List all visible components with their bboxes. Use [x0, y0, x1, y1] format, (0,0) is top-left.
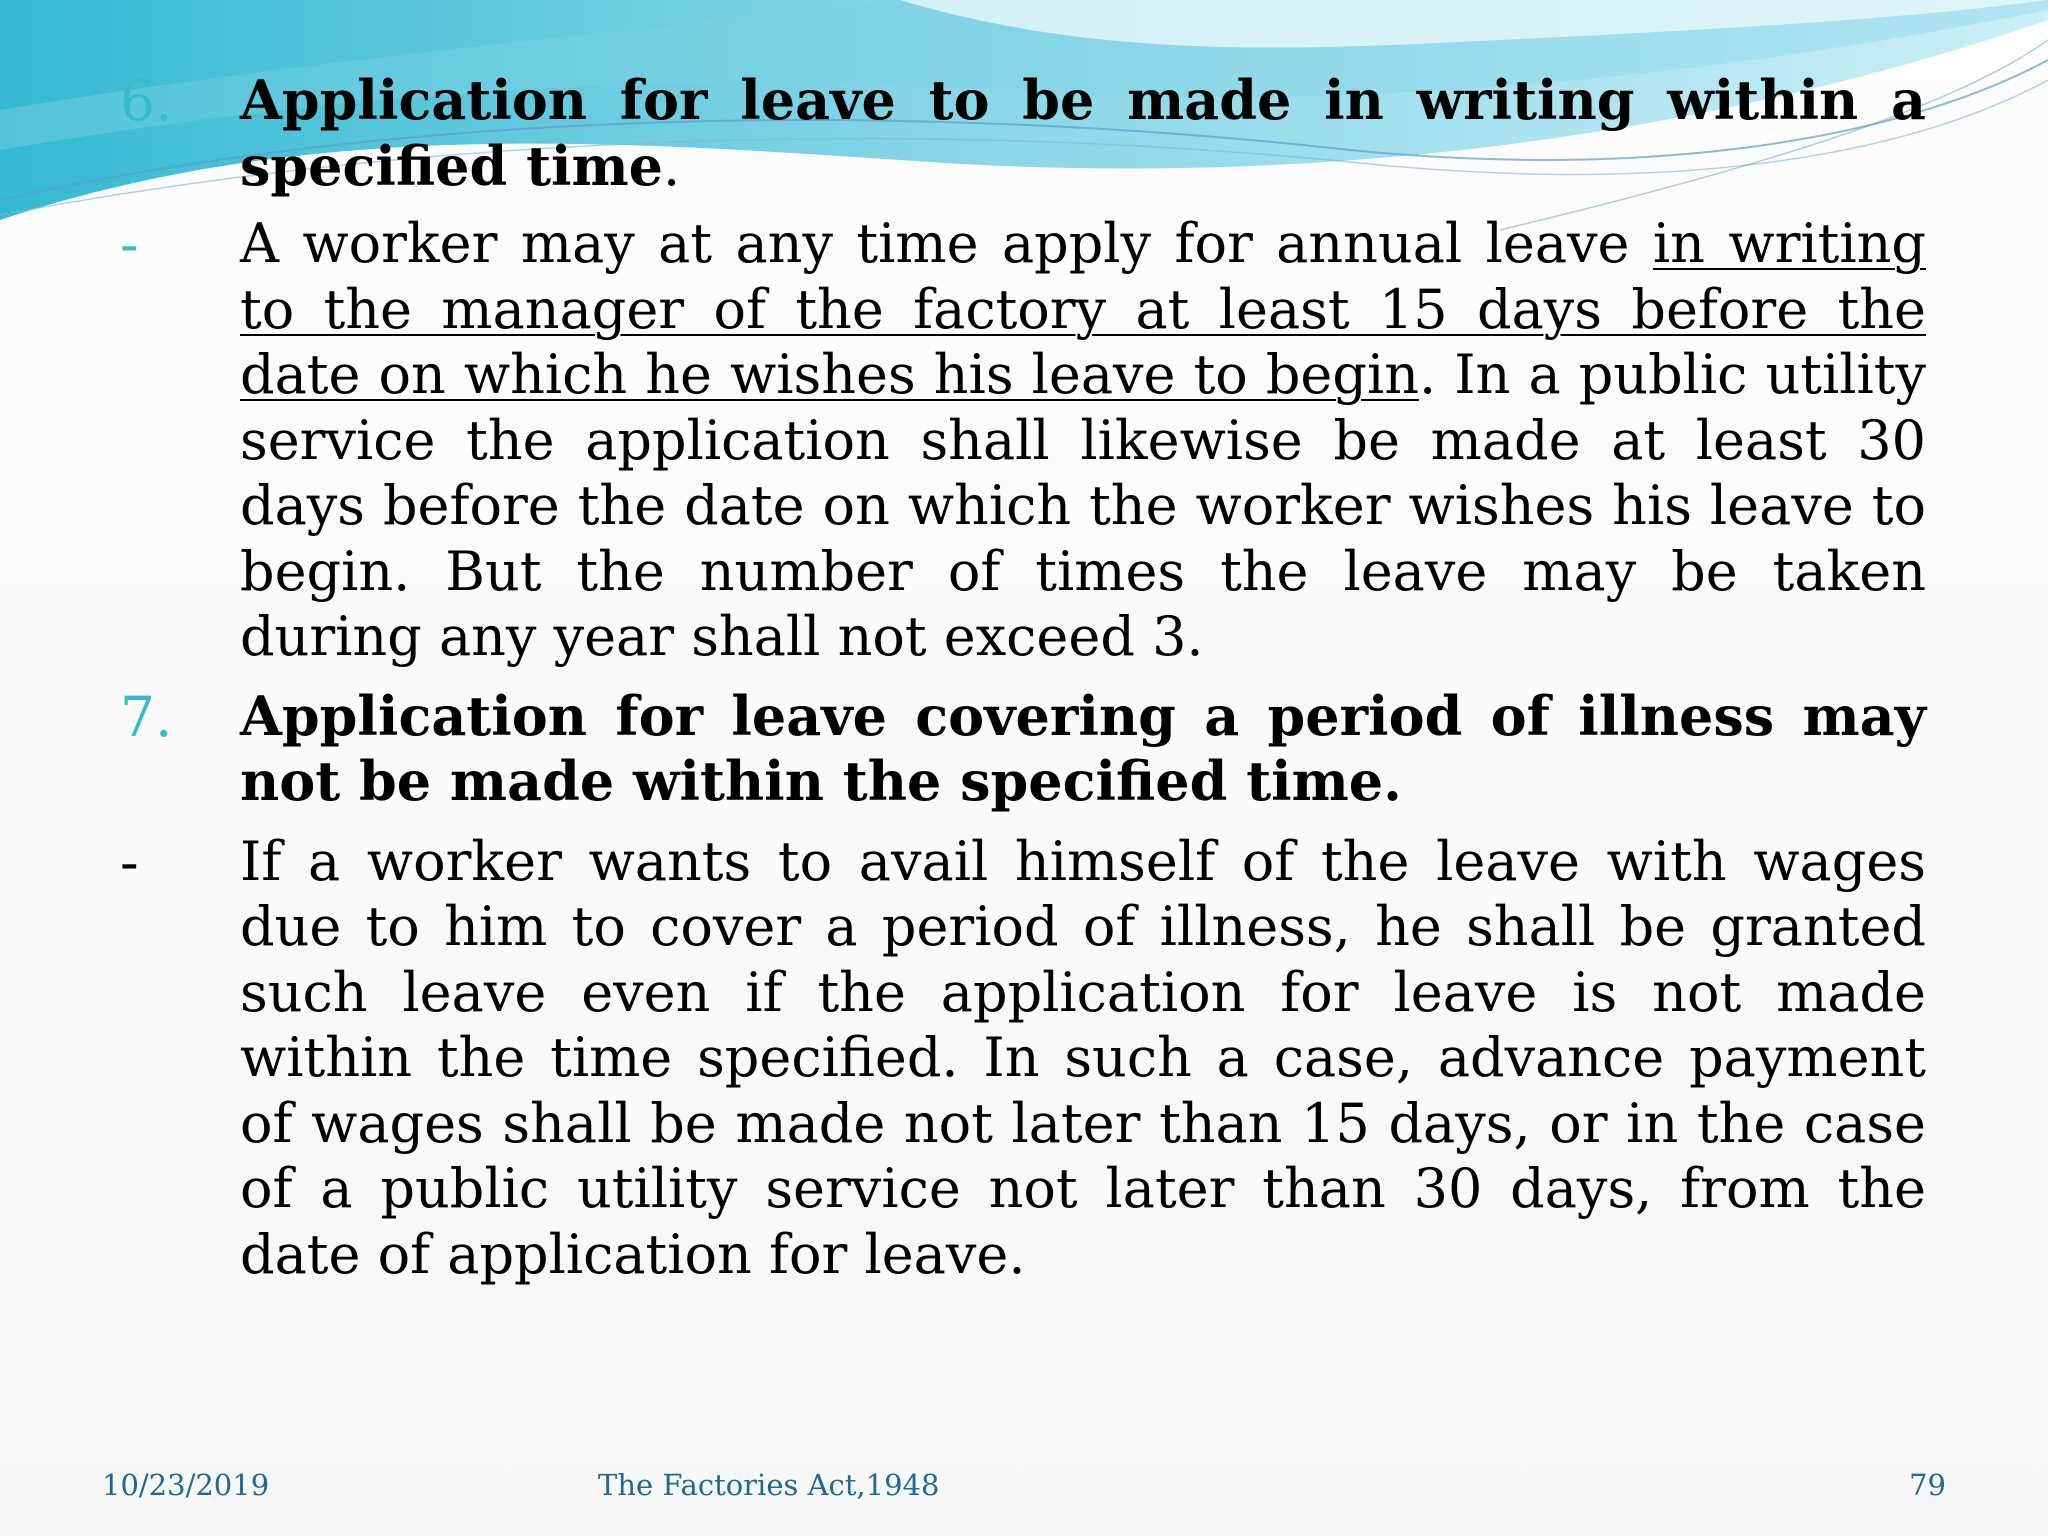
item-number: 7. [120, 684, 173, 749]
item-dash: - [120, 212, 139, 276]
heading-text: Application for leave to be made in writing within a specified time [240, 68, 1926, 198]
list-item [0, 211, 2048, 670]
item-heading: Application for leave covering a period of illness may not be made within the specified time. [240, 683, 1926, 813]
footer-title: The Factories Act,1948 [598, 1468, 940, 1502]
item-paragraph [240, 211, 1926, 670]
list-item [0, 684, 2048, 815]
slide-content [0, 68, 2048, 1287]
footer-date: 10/23/2019 [102, 1468, 270, 1502]
list-item [0, 829, 2048, 1288]
item-number: 6. [120, 69, 173, 133]
footer-page-number: 79 [1909, 1468, 1946, 1502]
list-item [0, 68, 2048, 199]
paragraph-text-after: . In a public utility service the application shall likewise be made at least 30 days before the date on which the worker wishes his leave to begin. But the number of times the leave may be taken during any year shall not exceed 3. [240, 343, 1926, 668]
item-dash: - [120, 829, 139, 894]
item-paragraph: If a worker wants to avail himself of the leave with wages due to him to cover a period of illness, he shall be granted such leave even if the application for leave is not made within the time specified. In such a case, advance payment of wages shall be made not later than 15 days, or in the case of a public utility service not later than 30 days, from the date of application for leave. [240, 829, 1926, 1286]
paragraph-text-underlined: in writing to the manager of the factory at least 15 days before the date on which he wishes his leave to begin [240, 212, 1926, 406]
heading-tail: . [663, 134, 681, 198]
paragraph-text-before: A worker may at any time apply for annual leave [240, 212, 1653, 275]
item-heading [240, 68, 1926, 199]
